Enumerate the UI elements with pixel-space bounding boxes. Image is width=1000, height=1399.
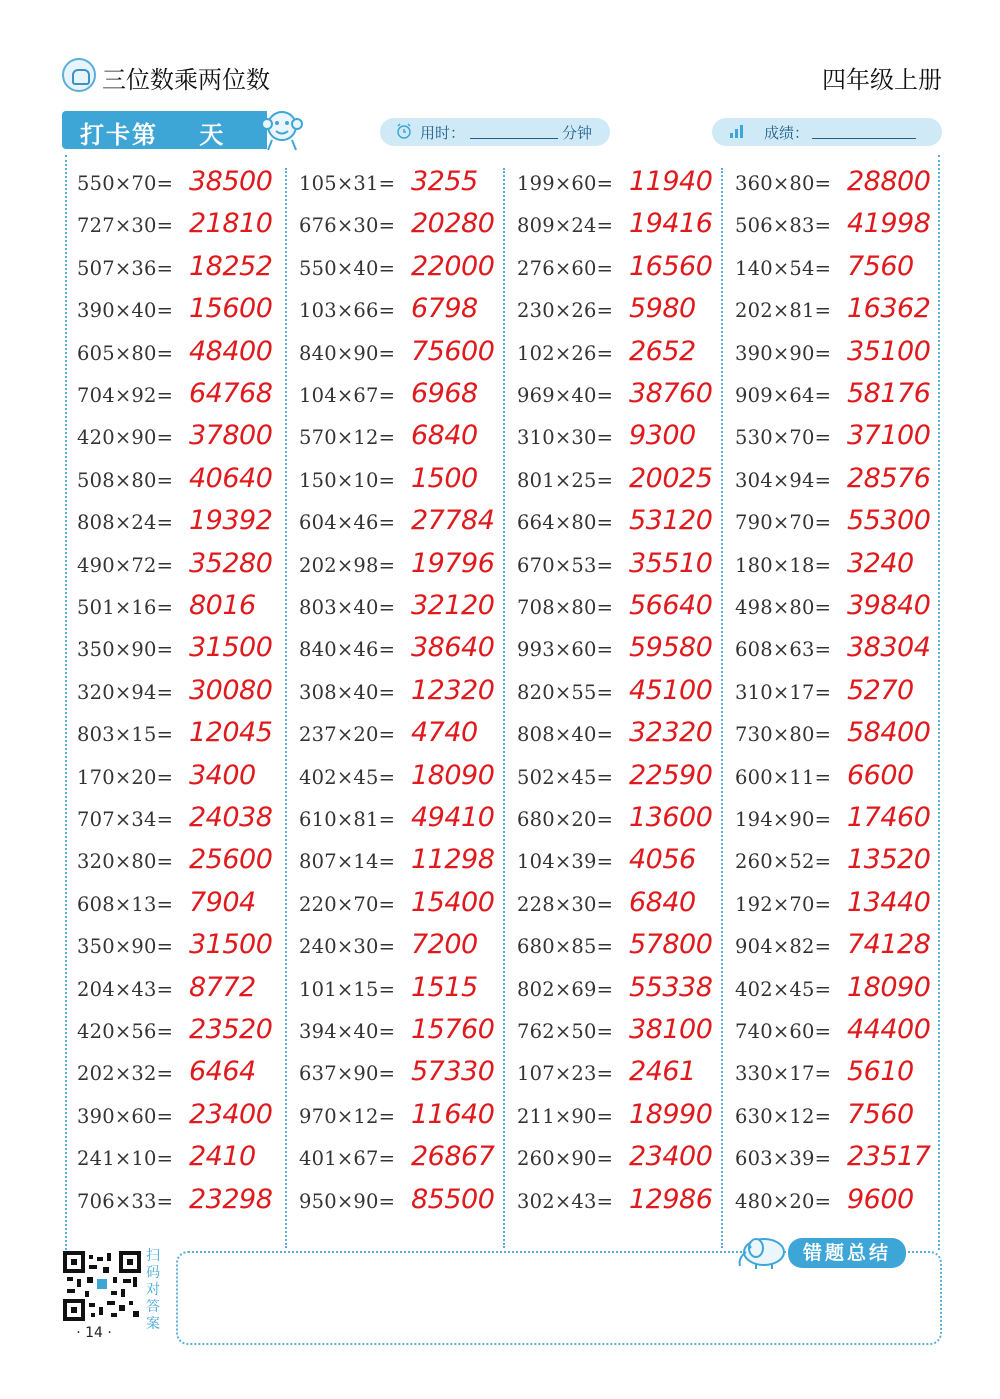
problem-expression: 808×40= bbox=[517, 723, 614, 747]
elephant-icon bbox=[734, 1232, 790, 1270]
problem-expression: 420×90= bbox=[77, 426, 174, 450]
problem-expression: 402×45= bbox=[299, 765, 396, 789]
handwritten-answer[interactable]: 21810 bbox=[189, 208, 273, 240]
problem-expression: 101×15= bbox=[299, 977, 396, 1001]
problem-expression: 950×90= bbox=[299, 1189, 396, 1213]
handwritten-answer[interactable]: 59580 bbox=[629, 632, 713, 664]
handwritten-answer[interactable]: 58400 bbox=[847, 717, 931, 749]
handwritten-answer[interactable]: 6600 bbox=[847, 759, 914, 791]
handwritten-answer[interactable]: 12045 bbox=[189, 717, 273, 749]
problem-column bbox=[503, 168, 724, 1248]
problem-expression: 150×10= bbox=[299, 468, 396, 492]
handwritten-answer[interactable]: 31500 bbox=[189, 632, 273, 664]
problem-expression: 140×54= bbox=[735, 256, 832, 280]
handwritten-answer[interactable]: 35100 bbox=[847, 335, 931, 367]
handwritten-answer[interactable]: 15400 bbox=[411, 886, 495, 918]
handwritten-answer[interactable]: 74128 bbox=[847, 929, 931, 961]
problem-expression: 802×69= bbox=[517, 977, 614, 1001]
handwritten-answer[interactable]: 23400 bbox=[189, 1098, 273, 1130]
handwritten-answer[interactable]: 38500 bbox=[189, 166, 273, 197]
problem-expression: 708×80= bbox=[517, 596, 614, 619]
alarm-clock-icon bbox=[396, 123, 412, 139]
problem-expression: 237×20= bbox=[299, 723, 396, 747]
problem-expression: 820×55= bbox=[517, 680, 614, 704]
scan-answer-text: 扫码对答案 bbox=[146, 1248, 160, 1332]
handwritten-answer[interactable]: 37100 bbox=[847, 420, 931, 452]
handwritten-answer[interactable]: 3400 bbox=[189, 759, 256, 791]
page-number: · 14 · bbox=[76, 1325, 112, 1341]
problem-expression: 707×34= bbox=[77, 808, 174, 831]
handwritten-answer[interactable]: 57330 bbox=[411, 1056, 495, 1088]
handwritten-answer[interactable]: 7904 bbox=[189, 886, 256, 918]
problem-expression: 600×11= bbox=[735, 765, 832, 789]
problem-expression: 105×31= bbox=[299, 172, 396, 195]
handwritten-answer[interactable]: 1500 bbox=[411, 462, 478, 494]
handwritten-answer[interactable]: 13600 bbox=[629, 802, 713, 833]
problem-expression: 608×13= bbox=[77, 892, 174, 916]
problem-expression: 228×30= bbox=[517, 892, 614, 916]
handwritten-answer[interactable]: 1515 bbox=[411, 971, 478, 1003]
problem-expression: 241×10= bbox=[77, 1147, 174, 1171]
handwritten-answer[interactable]: 23400 bbox=[629, 1141, 713, 1173]
problem-expression: 803×15= bbox=[77, 723, 174, 747]
problem-expression: 220×70= bbox=[299, 892, 396, 916]
problem-expression: 530×70= bbox=[735, 426, 832, 450]
problem-expression: 104×39= bbox=[517, 850, 614, 874]
problem-expression: 680×20= bbox=[517, 808, 614, 831]
score-blank[interactable] bbox=[812, 138, 916, 139]
error-summary-label: 错题总结 bbox=[788, 1238, 906, 1268]
problem-expression: 390×60= bbox=[77, 1104, 174, 1128]
problem-expression: 506×83= bbox=[735, 214, 832, 238]
handwritten-answer[interactable]: 24038 bbox=[189, 802, 273, 833]
problem-expression: 490×72= bbox=[77, 553, 174, 577]
handwritten-answer[interactable]: 30080 bbox=[189, 674, 273, 706]
handwritten-answer[interactable]: 44400 bbox=[847, 1014, 931, 1045]
handwritten-answer[interactable]: 55338 bbox=[629, 971, 713, 1003]
handwritten-answer[interactable]: 12320 bbox=[411, 674, 495, 706]
handwritten-answer[interactable]: 17460 bbox=[847, 802, 931, 833]
handwritten-answer[interactable]: 4056 bbox=[629, 844, 696, 876]
handwritten-answer[interactable]: 5610 bbox=[847, 1056, 914, 1088]
problem-expression: 970×12= bbox=[299, 1104, 396, 1128]
problem-expression: 192×70= bbox=[735, 892, 832, 916]
lion-logo-icon bbox=[62, 58, 96, 92]
problem-expression: 570×12= bbox=[299, 426, 396, 450]
handwritten-answer[interactable]: 7560 bbox=[847, 1098, 914, 1130]
handwritten-answer[interactable]: 15760 bbox=[411, 1014, 495, 1045]
handwritten-answer[interactable]: 75600 bbox=[411, 335, 495, 367]
handwritten-answer[interactable]: 19392 bbox=[189, 505, 273, 537]
problem-expression: 204×43= bbox=[77, 977, 174, 1001]
handwritten-answer[interactable]: 7200 bbox=[411, 929, 478, 961]
handwritten-answer[interactable]: 18990 bbox=[629, 1098, 713, 1130]
problem-expression: 320×94= bbox=[77, 680, 174, 704]
handwritten-answer[interactable]: 12986 bbox=[629, 1183, 713, 1215]
problem-expression: 276×60= bbox=[517, 256, 614, 280]
problem-expression: 390×40= bbox=[77, 299, 174, 323]
problem-expression: 502×45= bbox=[517, 765, 614, 789]
handwritten-answer[interactable]: 6464 bbox=[189, 1056, 256, 1088]
problem-expression: 310×30= bbox=[517, 426, 614, 450]
problem-expression: 608×63= bbox=[735, 638, 832, 662]
handwritten-answer[interactable]: 55300 bbox=[847, 505, 931, 537]
problem-expression: 605×80= bbox=[77, 341, 174, 365]
handwritten-answer[interactable]: 31500 bbox=[189, 929, 273, 961]
checkin-banner bbox=[62, 111, 267, 149]
handwritten-answer[interactable]: 53120 bbox=[629, 505, 713, 537]
problem-column bbox=[721, 168, 942, 1248]
grade-label: 四年级上册 bbox=[822, 66, 942, 94]
handwritten-answer[interactable]: 11640 bbox=[411, 1098, 495, 1130]
problem-expression: 809×24= bbox=[517, 214, 614, 238]
qr-code[interactable] bbox=[63, 1251, 141, 1321]
handwritten-answer[interactable]: 8772 bbox=[189, 971, 256, 1003]
handwritten-answer[interactable]: 48400 bbox=[189, 335, 273, 367]
handwritten-answer[interactable]: 45100 bbox=[629, 674, 713, 706]
problem-grid bbox=[65, 168, 942, 1248]
handwritten-answer[interactable]: 23520 bbox=[189, 1014, 273, 1045]
problem-expression: 304×94= bbox=[735, 468, 832, 492]
problem-expression: 103×66= bbox=[299, 299, 396, 323]
score-field bbox=[712, 118, 942, 146]
handwritten-answer[interactable]: 15600 bbox=[189, 293, 273, 325]
handwritten-answer[interactable]: 23517 bbox=[847, 1141, 931, 1173]
handwritten-answer[interactable]: 13440 bbox=[847, 886, 931, 918]
problem-expression: 993×60= bbox=[517, 638, 614, 662]
page-header bbox=[62, 58, 942, 98]
problem-expression: 803×40= bbox=[299, 596, 396, 619]
problem-expression: 104×67= bbox=[299, 384, 396, 407]
qr-code-icon bbox=[63, 1251, 141, 1321]
handwritten-answer[interactable]: 7560 bbox=[847, 250, 914, 282]
handwritten-answer[interactable]: 9600 bbox=[847, 1183, 914, 1215]
problem-expression: 102×26= bbox=[517, 341, 614, 365]
bar-chart-icon bbox=[728, 123, 744, 139]
problem-expression: 107×23= bbox=[517, 1062, 614, 1086]
problem-expression: 211×90= bbox=[517, 1104, 614, 1128]
handwritten-answer[interactable]: 40640 bbox=[189, 462, 273, 494]
problem-expression: 302×43= bbox=[517, 1189, 614, 1213]
handwritten-answer[interactable]: 3255 bbox=[411, 166, 478, 197]
handwritten-answer[interactable]: 4740 bbox=[411, 717, 478, 749]
handwritten-answer[interactable]: 8016 bbox=[189, 590, 256, 621]
time-unit: 分钟 bbox=[562, 124, 593, 142]
problem-expression: 807×14= bbox=[299, 850, 396, 874]
problem-expression: 202×81= bbox=[735, 299, 832, 323]
handwritten-answer[interactable]: 32320 bbox=[629, 717, 713, 749]
problem-expression: 790×70= bbox=[735, 511, 832, 535]
problem-expression: 260×90= bbox=[517, 1147, 614, 1171]
problem-expression: 240×30= bbox=[299, 935, 396, 959]
handwritten-answer[interactable]: 20280 bbox=[411, 208, 495, 240]
handwritten-answer[interactable]: 13520 bbox=[847, 844, 931, 876]
problem-expression: 704×92= bbox=[77, 384, 174, 407]
handwritten-answer[interactable]: 64768 bbox=[189, 378, 273, 409]
handwritten-answer[interactable]: 41998 bbox=[847, 208, 931, 240]
handwritten-answer[interactable]: 6840 bbox=[629, 886, 696, 918]
problem-expression: 969×40= bbox=[517, 384, 614, 407]
handwritten-answer[interactable]: 18252 bbox=[189, 250, 273, 282]
problem-expression: 730×80= bbox=[735, 723, 832, 747]
problem-expression: 727×30= bbox=[77, 214, 174, 238]
handwritten-answer[interactable]: 18090 bbox=[411, 759, 495, 791]
problem-expression: 909×64= bbox=[735, 384, 832, 407]
problem-expression: 904×82= bbox=[735, 935, 832, 959]
handwritten-answer[interactable]: 38304 bbox=[847, 632, 931, 664]
checkin-text: 打卡第 天 bbox=[80, 121, 226, 149]
problem-expression: 603×39= bbox=[735, 1147, 832, 1171]
problem-expression: 320×80= bbox=[77, 850, 174, 874]
page-title: 三位数乘两位数 bbox=[102, 66, 270, 94]
handwritten-answer[interactable]: 16362 bbox=[847, 293, 931, 325]
time-blank[interactable] bbox=[470, 138, 558, 139]
handwritten-answer[interactable]: 28800 bbox=[847, 166, 931, 197]
handwritten-answer[interactable]: 38640 bbox=[411, 632, 495, 664]
problem-expression: 637×90= bbox=[299, 1062, 396, 1086]
problem-column bbox=[285, 168, 506, 1248]
handwritten-answer[interactable]: 18090 bbox=[847, 971, 931, 1003]
problem-expression: 610×81= bbox=[299, 808, 396, 831]
handwritten-answer[interactable]: 6968 bbox=[411, 378, 478, 409]
handwritten-answer[interactable]: 39840 bbox=[847, 590, 931, 621]
problem-expression: 310×17= bbox=[735, 680, 832, 704]
problem-expression: 194×90= bbox=[735, 808, 832, 831]
problem-expression: 330×17= bbox=[735, 1062, 832, 1086]
handwritten-answer[interactable]: 38100 bbox=[629, 1014, 713, 1045]
handwritten-answer[interactable]: 28576 bbox=[847, 462, 931, 494]
handwritten-answer[interactable]: 35510 bbox=[629, 547, 713, 579]
problem-expression: 664×80= bbox=[517, 511, 614, 535]
handwritten-answer[interactable]: 5270 bbox=[847, 674, 914, 706]
score-label: 成绩： bbox=[764, 124, 810, 142]
handwritten-answer[interactable]: 6798 bbox=[411, 293, 478, 325]
problem-expression: 508×80= bbox=[77, 468, 174, 492]
handwritten-answer[interactable]: 20025 bbox=[629, 462, 713, 494]
handwritten-answer[interactable]: 27784 bbox=[411, 505, 495, 537]
time-field bbox=[380, 118, 610, 146]
problem-expression: 801×25= bbox=[517, 468, 614, 492]
problem-expression: 630×12= bbox=[735, 1104, 832, 1128]
problem-expression: 350×90= bbox=[77, 935, 174, 959]
handwritten-answer[interactable]: 5980 bbox=[629, 293, 696, 325]
handwritten-answer[interactable]: 11940 bbox=[629, 166, 713, 197]
problem-expression: 180×18= bbox=[735, 553, 832, 577]
problem-expression: 706×33= bbox=[77, 1189, 174, 1213]
problem-expression: 604×46= bbox=[299, 511, 396, 535]
problem-expression: 394×40= bbox=[299, 1020, 396, 1043]
handwritten-answer[interactable]: 2410 bbox=[189, 1141, 256, 1173]
problem-expression: 840×90= bbox=[299, 341, 396, 365]
problem-expression: 308×40= bbox=[299, 680, 396, 704]
handwritten-answer[interactable]: 57800 bbox=[629, 929, 713, 961]
monkey-mascot-icon bbox=[258, 104, 306, 152]
handwritten-answer[interactable]: 35280 bbox=[189, 547, 273, 579]
handwritten-answer[interactable]: 6840 bbox=[411, 420, 478, 452]
handwritten-answer[interactable]: 37800 bbox=[189, 420, 273, 452]
problem-expression: 676×30= bbox=[299, 214, 396, 238]
problem-expression: 260×52= bbox=[735, 850, 832, 874]
handwritten-answer[interactable]: 22000 bbox=[411, 250, 495, 282]
problem-expression: 550×70= bbox=[77, 172, 174, 195]
problem-expression: 401×67= bbox=[299, 1147, 396, 1171]
handwritten-answer[interactable]: 32120 bbox=[411, 590, 495, 621]
problem-expression: 170×20= bbox=[77, 765, 174, 789]
problem-expression: 507×36= bbox=[77, 256, 174, 280]
problem-expression: 360×80= bbox=[735, 172, 832, 195]
handwritten-answer[interactable]: 23298 bbox=[189, 1183, 273, 1215]
handwritten-answer[interactable]: 11298 bbox=[411, 844, 495, 876]
problem-expression: 390×90= bbox=[735, 341, 832, 365]
problem-expression: 420×56= bbox=[77, 1020, 174, 1043]
problem-expression: 808×24= bbox=[77, 511, 174, 535]
problem-expression: 550×40= bbox=[299, 256, 396, 280]
handwritten-answer[interactable]: 22590 bbox=[629, 759, 713, 791]
problem-expression: 230×26= bbox=[517, 299, 614, 323]
handwritten-answer[interactable]: 19416 bbox=[629, 208, 713, 240]
problem-expression: 402×45= bbox=[735, 977, 832, 1001]
handwritten-answer[interactable]: 85500 bbox=[411, 1183, 495, 1215]
handwritten-answer[interactable]: 58176 bbox=[847, 378, 931, 409]
problem-expression: 670×53= bbox=[517, 553, 614, 577]
problem-expression: 680×85= bbox=[517, 935, 614, 959]
handwritten-answer[interactable]: 38760 bbox=[629, 378, 713, 409]
problem-expression: 840×46= bbox=[299, 638, 396, 662]
handwritten-answer[interactable]: 2652 bbox=[629, 335, 696, 367]
handwritten-answer[interactable]: 9300 bbox=[629, 420, 696, 452]
handwritten-answer[interactable]: 3240 bbox=[847, 547, 914, 579]
handwritten-answer[interactable]: 25600 bbox=[189, 844, 273, 876]
problem-expression: 498×80= bbox=[735, 596, 832, 619]
handwritten-answer[interactable]: 26867 bbox=[411, 1141, 495, 1173]
handwritten-answer[interactable]: 49410 bbox=[411, 802, 495, 833]
problem-expression: 501×16= bbox=[77, 596, 174, 619]
handwritten-answer[interactable]: 16560 bbox=[629, 250, 713, 282]
handwritten-answer[interactable]: 56640 bbox=[629, 590, 713, 621]
problem-column bbox=[65, 168, 284, 1248]
problem-expression: 740×60= bbox=[735, 1020, 832, 1043]
handwritten-answer[interactable]: 19796 bbox=[411, 547, 495, 579]
problem-expression: 202×32= bbox=[77, 1062, 174, 1086]
handwritten-answer[interactable]: 2461 bbox=[629, 1056, 696, 1088]
problem-expression: 480×20= bbox=[735, 1189, 832, 1213]
problem-expression: 199×60= bbox=[517, 172, 614, 195]
problem-expression: 762×50= bbox=[517, 1020, 614, 1043]
problem-expression: 202×98= bbox=[299, 553, 396, 577]
time-label: 用时： bbox=[420, 124, 466, 142]
problem-expression: 350×90= bbox=[77, 638, 174, 662]
